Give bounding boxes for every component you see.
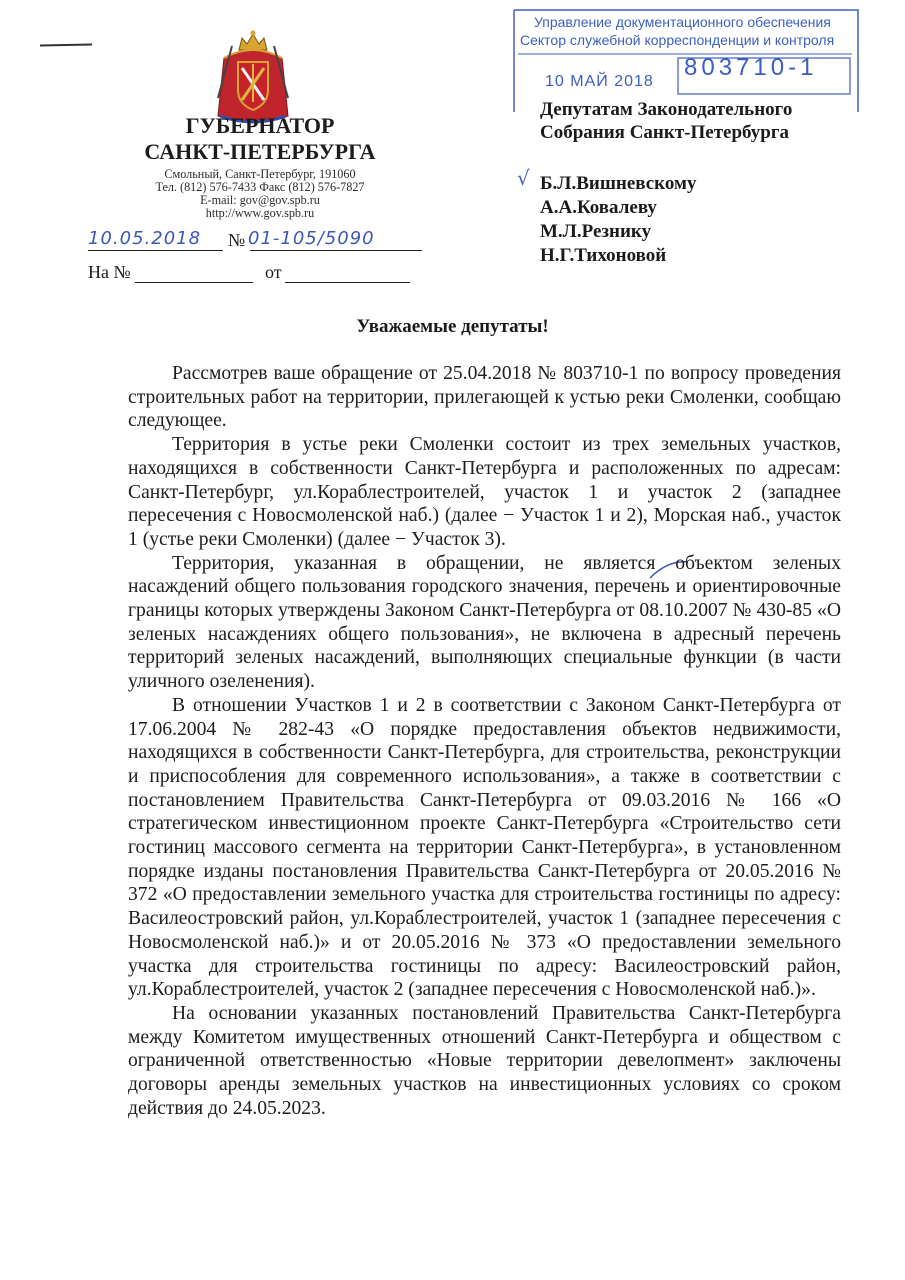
paragraph: На основании указанных постановлений Правительства Санкт-Петербурга между Комитетом имущественных отношений Санкт-Петербурга и обществом с ограниченной ответственностью «Новые территории девелопмент» заключены договоры аренды земельных участков на инвестиционных условиях со сроком действия до 24.05.2023. bbox=[128, 1002, 841, 1119]
stamp-number: 803710-1 bbox=[684, 54, 818, 81]
addressee-name: М.Л.Резнику bbox=[540, 221, 652, 242]
phone-fax: Тел. (812) 576-7433 Факс (812) 576-7827 bbox=[155, 180, 365, 194]
paragraph: В отношении Участков 1 и 2 в соответствии с Законом Санкт-Петербурга от 17.06.2004 № 282-43 «О порядке предоставления объектов недвижимости, находящихся в собственности Санкт-Петербурга, для строительства, реконструкции и приспособления для современного использования», а также в соответствии с постановлением Правительства Санкт-Петербурга от 09.03.2016 № 166 «О стратегическом инвестиционном проекте Санкт-Петербурга «Строительство сети гостиниц массового сегмента на территории Санкт-Петербурга», в установленном порядке изданы постановления Правительства Санкт-Петербурга от 20.05.2016 № 372 «О предоставлении земельного участка для строительства гостиницы по адресу: Василеостровский район, ул.Кораблестроителей, участок 1 (западнее пересечения с Новосмоленской наб.)» и от 20.05.2016 № 373 «О предоставлении земельного участка для строительства гостиницы по адресу: Василеостровский район, ул.Кораблестроителей, участок 2 (западнее пересечения с Новосмоленской наб.)». bbox=[128, 694, 841, 1001]
stamp-sector: Сектор служебной корреспонденции и контроля bbox=[520, 32, 835, 48]
paragraph: Территория в устье реки Смоленки состоит из трех земельных участков, находящихся в собственности Санкт-Петербурга и расположенных по адресам: Санкт-Петербург, ул.Кораблестроителей, участок 1 и участок 2 (западнее пересечения с Новосмоленской наб.) (далее − Участок 1 и 2), Морская наб., участок 1 (устье реки Смоленки) (далее − Участок 3). bbox=[128, 434, 841, 550]
addressee-name: Н.Г.Тихоновой bbox=[540, 245, 667, 266]
reference-number-label: На № bbox=[88, 262, 131, 282]
addressee-name: А.А.Ковалеву bbox=[540, 197, 657, 218]
outgoing-registration bbox=[88, 228, 420, 258]
date-underline bbox=[88, 250, 223, 251]
governor-title: ГУБЕРНАТОР bbox=[185, 113, 335, 138]
number-underline bbox=[250, 250, 422, 251]
outgoing-date: 10.05.2018 bbox=[88, 228, 202, 249]
stamp-date: 10 МАЙ 2018 bbox=[545, 73, 654, 90]
salutation: Уважаемые депутаты! bbox=[356, 316, 549, 337]
paragraph: Территория, указанная в обращении, не является объектом зеленых насаждений общего пользования городского значения, перечень и ориентировочные границы которых утверждены Законом Санкт-Петербурга от 08.10.2007 № 430-85 «О зеленых насаждениях общего пользования», не включена в адресный перечень территорий зеленых насаждений, выполняющих специальные функции (в части уличного озеленения). bbox=[128, 552, 841, 693]
reference-from-label: от bbox=[265, 262, 282, 282]
reference-number-blank bbox=[135, 282, 253, 283]
number-sign: № bbox=[228, 230, 246, 250]
addressee-line1: Депутатам Законодательного bbox=[540, 99, 793, 120]
stamp-department: Управление документационного обеспечения bbox=[534, 14, 831, 30]
outgoing-number: 01-105/5090 bbox=[248, 228, 375, 249]
website: http://www.gov.spb.ru bbox=[205, 206, 315, 220]
paragraph: Рассмотрев ваше обращение от 25.04.2018 № 803710-1 по вопросу проведения строительных работ на территории, прилегающей к устью реки Смоленки, сообщаю следующее. bbox=[128, 363, 841, 432]
email: E-mail: gov@gov.spb.ru bbox=[200, 193, 320, 207]
reference-date-blank bbox=[285, 282, 410, 283]
check-mark: √ bbox=[517, 166, 530, 190]
addressee-name: Б.Л.Вишневскому bbox=[540, 173, 697, 194]
office-address: Смольный, Санкт-Петербург, 191060 bbox=[164, 167, 356, 181]
addressee-line2: Собрания Санкт-Петербурга bbox=[540, 122, 790, 143]
city-title: САНКТ-ПЕТЕРБУРГА bbox=[144, 139, 376, 164]
scan-mark bbox=[40, 44, 92, 47]
reference-line bbox=[88, 262, 418, 288]
letter-body bbox=[128, 362, 841, 1121]
